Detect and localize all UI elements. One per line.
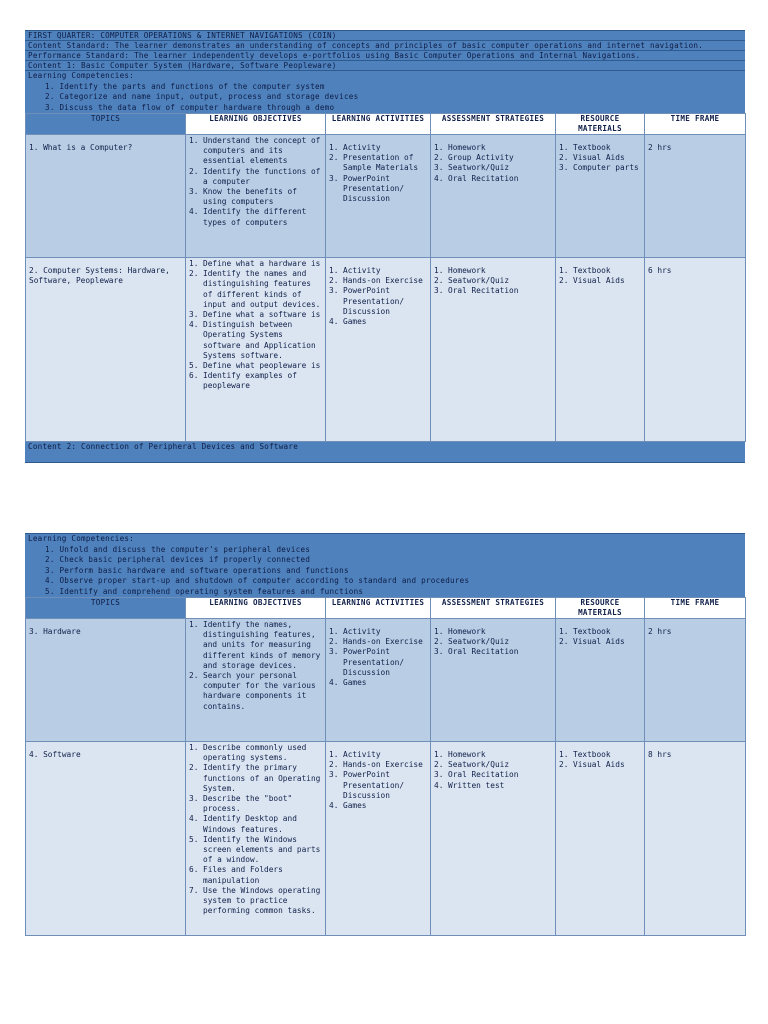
- content-1-title: Content 1: Basic Computer System (Hardware, Software Peopleware): [25, 61, 745, 71]
- col-topics: TOPICS: [26, 114, 186, 135]
- time-cell: 6 hrs: [645, 258, 746, 442]
- table-header-row: [26, 114, 746, 135]
- col-resources: RESOURCE MATERIALS: [556, 114, 645, 135]
- competencies-title: Learning Competencies:: [28, 534, 135, 543]
- time-cell: 8 hrs: [645, 742, 746, 936]
- quarter-header: FIRST QUARTER: COMPUTER OPERATIONS & INTERNET NAVIGATIONS (COIN): [25, 30, 745, 41]
- col-resources: RESOURCE MATERIALS: [556, 598, 645, 619]
- objectives-cell: 1. Identify the names, distinguishing features, and units for measuring different kinds of memory and storage devices. 2. Search your personal computer for the various hardware components it contains.: [186, 619, 326, 742]
- competencies-1: [25, 71, 745, 113]
- lesson-table-2: [25, 597, 746, 936]
- col-time: TIME FRAME: [645, 114, 746, 135]
- assessment-cell: 1. Homework 2. Seatwork/Quiz 3. Oral Recitation: [431, 258, 556, 442]
- competency-item: 3. Perform basic hardware and software operations and functions: [45, 565, 349, 575]
- resources-cell: 1. Textbook 2. Visual Aids 3. Computer parts: [556, 135, 645, 258]
- col-assessment: ASSESSMENT STRATEGIES: [431, 598, 556, 619]
- table-row: [26, 619, 746, 742]
- table-header-row: [26, 598, 746, 619]
- col-topics: TOPICS: [26, 598, 186, 619]
- resources-cell: 1. Textbook 2. Visual Aids: [556, 619, 645, 742]
- content-2-title: Content 2: Connection of Peripheral Devices and Software: [25, 442, 745, 463]
- assessment-cell: 1. Homework 2. Seatwork/Quiz 3. Oral Recitation: [431, 619, 556, 742]
- curriculum-part-2: [25, 533, 745, 936]
- activities-cell: 1. Activity 2. Hands-on Exercise 3. PowerPoint Presentation/ Discussion 4. Games: [326, 258, 431, 442]
- competency-item: 4. Observe proper start-up and shutdown of computer according to standard and procedures: [45, 576, 470, 585]
- resources-cell: 1. Textbook 2. Visual Aids: [556, 258, 645, 442]
- col-activities: LEARNING ACTIVITIES: [326, 114, 431, 135]
- activities-cell: 1. Activity 2. Hands-on Exercise 3. PowerPoint Presentation/ Discussion 4. Games: [326, 619, 431, 742]
- competency-item: 1. Identify the parts and functions of the computer system: [45, 81, 325, 91]
- time-cell: 2 hrs: [645, 619, 746, 742]
- lesson-table-1: [25, 113, 746, 442]
- time-cell: 2 hrs: [645, 135, 746, 258]
- assessment-cell: 1. Homework 2. Seatwork/Quiz 3. Oral Recitation 4. Written test: [431, 742, 556, 936]
- competency-item: 2. Categorize and name input, output, process and storage devices: [45, 92, 359, 101]
- col-objectives: LEARNING OBJECTIVES: [186, 114, 326, 135]
- competencies-2: [25, 533, 745, 597]
- performance-standard: Performance Standard: The learner independently develops e-portfolios using Basic Computer Operations and Internal Navigations.: [25, 51, 745, 61]
- col-objectives: LEARNING OBJECTIVES: [186, 598, 326, 619]
- topic-cell: 4. Software: [26, 742, 186, 936]
- objectives-cell: 1. Describe commonly used operating systems. 2. Identify the primary functions of an Operating System. 3. Describe the "boot" process. 4. Identify Desktop and Windows features. 5. Identify the Windows screen elements and parts of a window. 6. Files and Folders manipulation 7. Use the Windows operating system to practice performing common tasks.: [186, 742, 326, 936]
- table-row: [26, 258, 746, 442]
- objectives-cell: 1. Define what a hardware is 2. Identify the names and distinguishing features of different kinds of input and output devices. 3. Define what a software is 4. Distinguish between Operating Systems software and Application Systems software. 5. Define what peopleware is 6. Identify examples of peopleware: [186, 258, 326, 442]
- assessment-cell: 1. Homework 2. Group Activity 3. Seatwork/Quiz 4. Oral Recitation: [431, 135, 556, 258]
- activities-cell: 1. Activity 2. Hands-on Exercise 3. PowerPoint Presentation/ Discussion 4. Games: [326, 742, 431, 936]
- competencies-title: Learning Competencies:: [28, 71, 135, 80]
- competency-item: 2. Check basic peripheral devices if properly connected: [45, 555, 311, 564]
- competency-item: 5. Identify and comprehend operating system features and functions: [45, 586, 364, 596]
- activities-cell: 1. Activity 2. Presentation of Sample Materials 3. PowerPoint Presentation/ Discussion: [326, 135, 431, 258]
- col-activities: LEARNING ACTIVITIES: [326, 598, 431, 619]
- competency-item: 3. Discuss the data flow of computer hardware through a demo: [45, 102, 335, 112]
- table-row: [26, 742, 746, 936]
- topic-cell: 3. Hardware: [26, 619, 186, 742]
- table-row: [26, 135, 746, 258]
- topic-cell: 2. Computer Systems: Hardware, Software, Peopleware: [26, 258, 186, 442]
- curriculum-part-1: [25, 30, 745, 463]
- col-assessment: ASSESSMENT STRATEGIES: [431, 114, 556, 135]
- content-standard: Content Standard: The learner demonstrates an understanding of concepts and principles of basic computer operations and internet navigation.: [25, 41, 745, 51]
- resources-cell: 1. Textbook 2. Visual Aids: [556, 742, 645, 936]
- topic-cell: 1. What is a Computer?: [26, 135, 186, 258]
- col-time: TIME FRAME: [645, 598, 746, 619]
- objectives-cell: 1. Understand the concept of computers and its essential elements 2. Identify the functions of a computer 3. Know the benefits of using computers 4. Identify the different types of computers: [186, 135, 326, 258]
- competency-item: 1. Unfold and discuss the computer's peripheral devices: [45, 544, 311, 554]
